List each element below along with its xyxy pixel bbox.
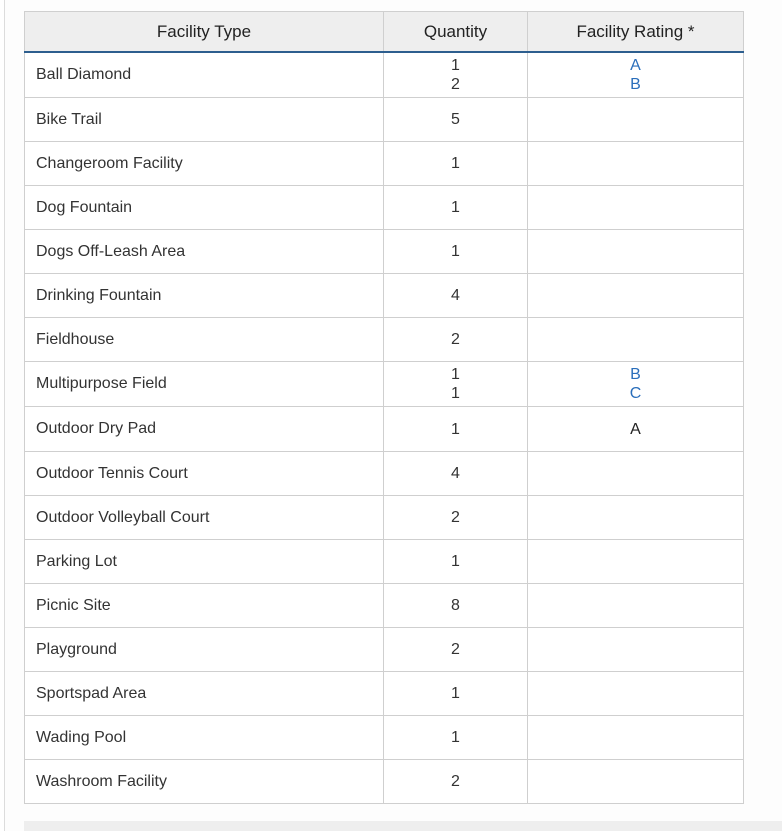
facility-rating-cell [528, 407, 744, 452]
facility-type-cell: Changeroom Facility [25, 142, 384, 186]
quantity-cell [384, 716, 528, 760]
table-row [25, 540, 744, 584]
table-row [25, 274, 744, 318]
quantity-cell [384, 230, 528, 274]
table-row [25, 496, 744, 540]
quantity-cell [384, 496, 528, 540]
facility-rating-link[interactable]: C [629, 385, 642, 402]
quantity-value: 1 [451, 553, 460, 570]
table-row [25, 318, 744, 362]
facility-type-cell: Bike Trail [25, 98, 384, 142]
facility-type-cell: Ball Diamond [25, 52, 384, 98]
facility-type-cell: Outdoor Dry Pad [25, 407, 384, 452]
table-row [25, 52, 744, 98]
quantity-cell [384, 186, 528, 230]
quantity-cell [384, 628, 528, 672]
quantity-value: 5 [451, 111, 460, 128]
facility-rating-cell [528, 142, 744, 186]
quantity-cell [384, 584, 528, 628]
quantity-cell [384, 52, 528, 98]
quantity-value: 1 [451, 729, 460, 746]
table-row [25, 98, 744, 142]
quantity-value: 2 [451, 641, 460, 658]
facility-rating-cell [528, 584, 744, 628]
facility-rating-cell [528, 496, 744, 540]
facility-rating-cell [528, 274, 744, 318]
table-row [25, 584, 744, 628]
header-row [25, 12, 744, 53]
table-body [25, 52, 744, 804]
quantity-cell [384, 362, 528, 407]
quantity-value: 1 [451, 243, 460, 260]
facility-type-cell: Sportspad Area [25, 672, 384, 716]
quantity-value: 8 [451, 597, 460, 614]
quantity-value: 1 [451, 57, 460, 74]
table-row [25, 362, 744, 407]
table-row [25, 186, 744, 230]
quantity-cell [384, 452, 528, 496]
table-row [25, 716, 744, 760]
facility-type-cell: Parking Lot [25, 540, 384, 584]
table-row [25, 142, 744, 186]
table-row [25, 230, 744, 274]
quantity-value: 1 [451, 366, 460, 383]
facility-rating-link[interactable]: B [630, 76, 641, 93]
header-facility-rating: Facility Rating * [528, 12, 744, 53]
quantity-cell [384, 142, 528, 186]
facility-rating-value: A [630, 420, 641, 438]
facility-rating-cell [528, 540, 744, 584]
facility-rating-cell [528, 52, 744, 98]
facility-type-cell: Dog Fountain [25, 186, 384, 230]
quantity-cell [384, 98, 528, 142]
quantity-value: 2 [451, 76, 460, 93]
facility-rating-link[interactable]: B [630, 366, 641, 383]
facility-type-cell: Picnic Site [25, 584, 384, 628]
quantity-value: 2 [451, 509, 460, 526]
quantity-cell [384, 760, 528, 804]
quantity-value: 2 [451, 331, 460, 348]
table-row [25, 452, 744, 496]
header-quantity: Quantity [384, 12, 528, 53]
table-row [25, 628, 744, 672]
facilities-table [24, 11, 744, 804]
facility-rating-cell [528, 452, 744, 496]
facility-rating-cell [528, 98, 744, 142]
quantity-value: 1 [451, 420, 460, 438]
quantity-cell [384, 540, 528, 584]
facility-type-cell: Outdoor Volleyball Court [25, 496, 384, 540]
facility-rating-cell [528, 628, 744, 672]
facility-type-cell: Drinking Fountain [25, 274, 384, 318]
facility-type-cell: Multipurpose Field [25, 362, 384, 407]
facility-type-cell: Washroom Facility [25, 760, 384, 804]
facility-rating-link[interactable]: A [630, 57, 641, 74]
quantity-value: 4 [451, 465, 460, 482]
quantity-cell [384, 407, 528, 452]
quantity-value: 2 [451, 773, 460, 790]
facility-rating-cell [528, 318, 744, 362]
quantity-cell [384, 672, 528, 716]
quantity-cell [384, 318, 528, 362]
quantity-value: 4 [451, 287, 460, 304]
facility-rating-cell [528, 716, 744, 760]
header-facility-type: Facility Type [25, 12, 384, 53]
table-row [25, 672, 744, 716]
facility-rating-cell [528, 672, 744, 716]
quantity-value: 1 [451, 685, 460, 702]
facility-rating-cell [528, 362, 744, 407]
quantity-cell [384, 274, 528, 318]
facility-type-cell: Wading Pool [25, 716, 384, 760]
facility-type-cell: Dogs Off-Leash Area [25, 230, 384, 274]
facility-type-cell: Fieldhouse [25, 318, 384, 362]
facility-rating-cell [528, 186, 744, 230]
facility-type-cell: Playground [25, 628, 384, 672]
quantity-value: 1 [451, 155, 460, 172]
quantity-value: 1 [451, 385, 460, 402]
table-row [25, 407, 744, 452]
facility-rating-cell [528, 230, 744, 274]
quantity-value: 1 [451, 199, 460, 216]
facility-rating-cell [528, 760, 744, 804]
table-row [25, 760, 744, 804]
facility-type-cell: Outdoor Tennis Court [25, 452, 384, 496]
table-header [25, 12, 744, 53]
footer-bar [24, 821, 782, 831]
